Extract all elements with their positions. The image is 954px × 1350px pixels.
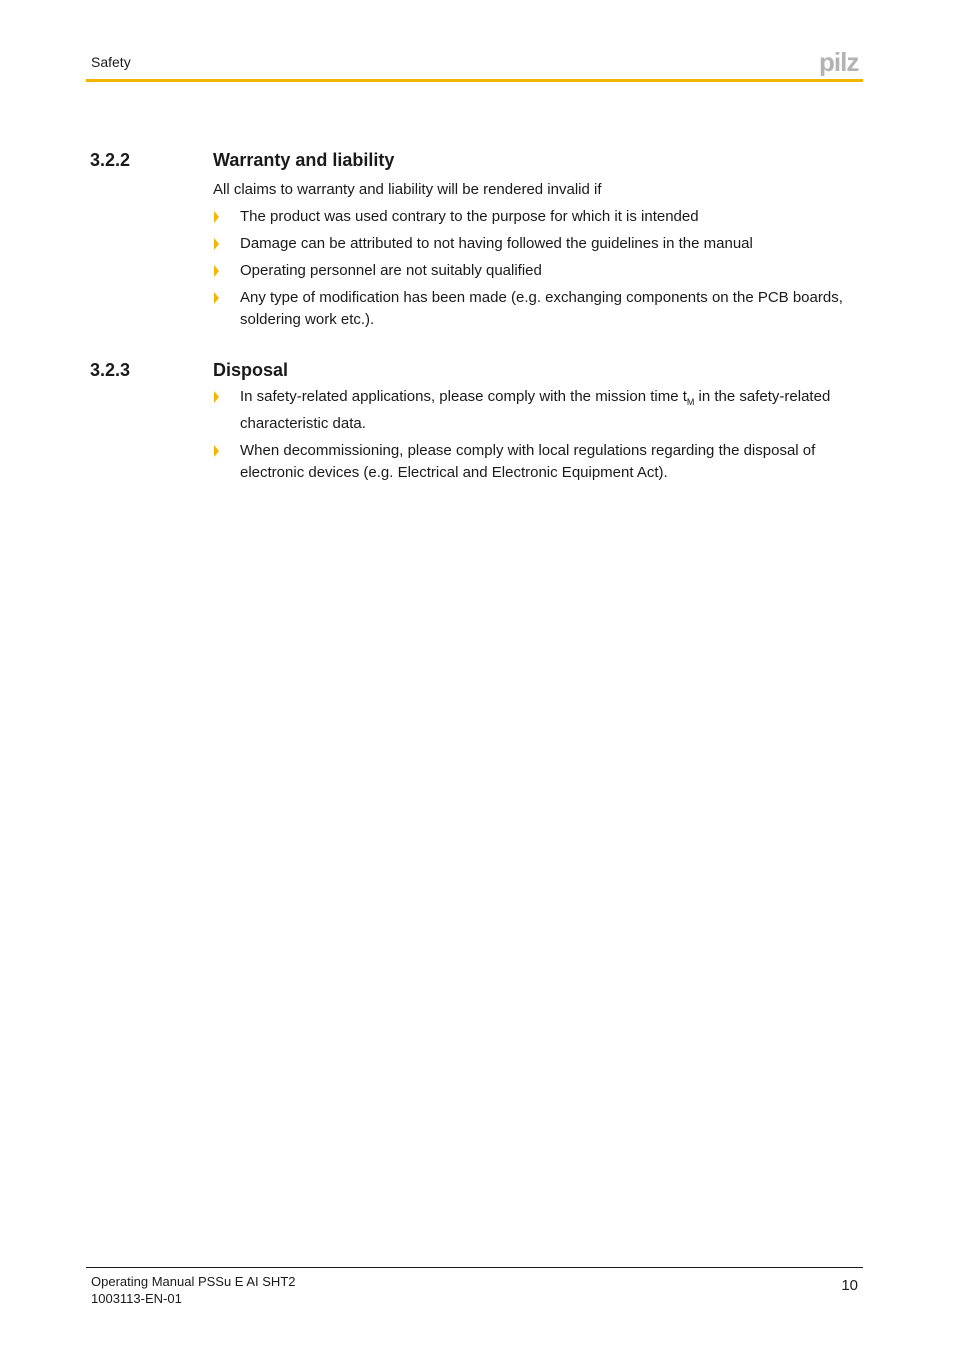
page-header (86, 0, 863, 83)
bullet-arrow-icon (214, 238, 219, 250)
list-item (213, 386, 860, 435)
disposal-list (213, 386, 860, 489)
footer-doc-id: 1003113-EN-01 (91, 1291, 182, 1306)
list-item-text: Damage can be attributed to not having followed the guidelines in the manual (240, 235, 753, 252)
footer-rule (86, 1267, 863, 1268)
pilz-logo (819, 50, 863, 76)
list-item-text: When decommissioning, please comply with local regulations regarding the disposal of electronic devices (e.g. Electrical and Electronic Equipment Act). (240, 442, 816, 481)
section-intro: All claims to warranty and liability will be rendered invalid if (213, 181, 602, 198)
list-item-text-post: in the safety-related characteristic data. (240, 388, 831, 432)
subscript-m: M (686, 397, 695, 407)
section-title: Warranty and liability (213, 150, 395, 170)
header-rule (86, 79, 863, 82)
warranty-list (213, 206, 860, 336)
list-item (213, 233, 860, 255)
footer-info (91, 1273, 296, 1307)
list-item (213, 260, 860, 282)
list-item (213, 440, 860, 484)
bullet-arrow-icon (214, 265, 219, 277)
section-number: 3.2.3 (90, 360, 131, 380)
header-section-title: Safety (91, 54, 131, 70)
list-item-text: The product was used contrary to the purpose for which it is intended (240, 208, 699, 225)
bullet-arrow-icon (214, 211, 219, 223)
list-item-text: Operating personnel are not suitably qualified (240, 262, 542, 279)
page-number: 10 (841, 1277, 858, 1294)
footer-manual-title: Operating Manual PSSu E AI SHT2 (91, 1274, 296, 1289)
svg-text:pilz: pilz (819, 50, 859, 76)
list-item (213, 206, 860, 228)
section-title: Disposal (213, 360, 289, 380)
list-item (213, 287, 860, 331)
section-number: 3.2.2 (90, 150, 131, 170)
bullet-arrow-icon (214, 391, 219, 403)
list-item-text: Any type of modification has been made (e.g. exchanging components on the PCB boards, soldering work etc.). (240, 289, 843, 328)
list-item-text-pre: In safety-related applications, please comply with the mission time t (240, 388, 687, 405)
bullet-arrow-icon (214, 292, 219, 304)
bullet-arrow-icon (214, 445, 219, 457)
